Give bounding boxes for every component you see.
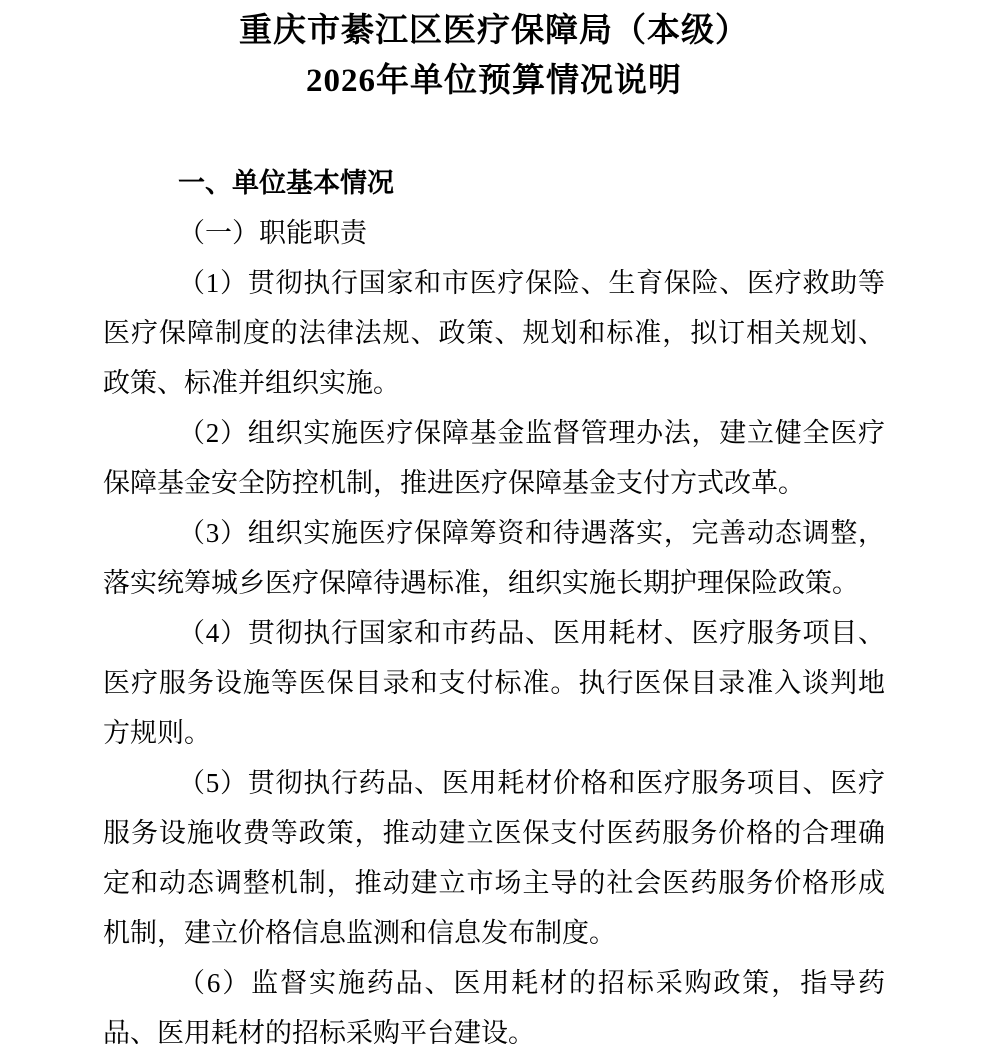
paragraph-duty-5: （5）贯彻执行药品、医用耗材价格和医疗服务项目、医疗服务设施收费等政策，推动建立医保支付医药服务价格的合理确定和动态调整机制，推动建立市场主导的社会医药服务价格形成机制，建立价格信息监测和信息发布制度。 bbox=[103, 768, 885, 948]
paragraph-duty-3: （3）组织实施医疗保障筹资和待遇落实，完善动态调整，落实统筹城乡医疗保障待遇标准，组织实施长期护理保险政策。 bbox=[103, 518, 885, 598]
paragraph-duty-2: （2）组织实施医疗保障基金监督管理办法，建立健全医疗保障基金安全防控机制，推进医疗保障基金支付方式改革。 bbox=[103, 418, 885, 498]
document-title bbox=[103, 6, 885, 106]
subsection-heading-duties: （一）职能职责 bbox=[178, 218, 367, 248]
paragraph-duty-6: （6）监督实施药品、医用耗材的招标采购政策，指导药品、医用耗材的招标采购平台建设。 bbox=[103, 968, 885, 1048]
document-body bbox=[103, 158, 885, 1058]
paragraph-duty-4: （4）贯彻执行国家和市药品、医用耗材、医疗服务项目、医疗服务设施等医保目录和支付标准。执行医保目录准入谈判地方规则。 bbox=[103, 618, 885, 748]
paragraph-duty-1: （1）贯彻执行国家和市医疗保险、生育保险、医疗救助等医疗保障制度的法律法规、政策、规划和标准，拟订相关规划、政策、标准并组织实施。 bbox=[103, 268, 885, 398]
section-heading-unit-basic-info: 一、单位基本情况 bbox=[178, 168, 394, 198]
document-title-line2: 2026年单位预算情况说明 bbox=[306, 63, 682, 99]
document-title-line1: 重庆市綦江区医疗保障局（本级） bbox=[239, 13, 749, 49]
